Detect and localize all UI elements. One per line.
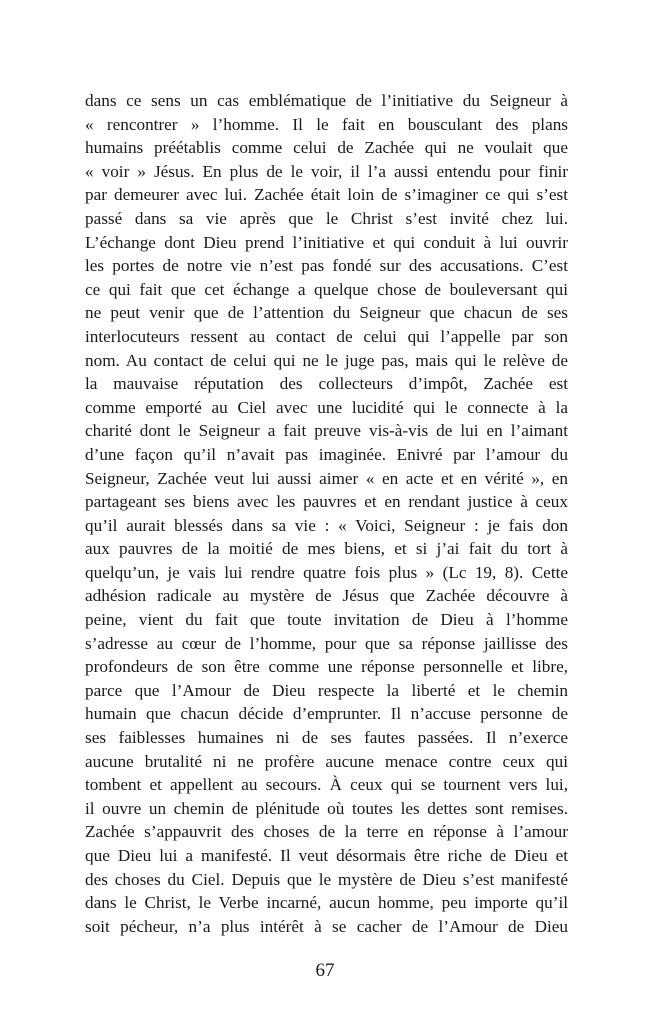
text-line: humains préétablis comme celui de Zachée qui ne voulait que <box>85 138 568 158</box>
text-line: comme emporté au Ciel avec une lucidité qui le connecte à la <box>85 397 568 417</box>
text-line: peine, vient du fait que toute invitation de Dieu à l’homme <box>85 610 568 630</box>
text-line: « voir » Jésus. En plus de le voir, il l’a aussi entendu pour finir <box>85 161 568 181</box>
text-line: ses faiblesses humaines ni de ses fautes passées. Il n’exerce <box>85 728 568 748</box>
text-line: aux pauvres de la moitié de mes biens, et si j’ai fait du tort à <box>85 539 568 559</box>
text-line: humain que chacun décide d’emprunter. Il n’accuse personne de <box>85 704 568 724</box>
text-line: « rencontrer » l’homme. Il le fait en bousculant des plans <box>85 114 568 134</box>
body-text <box>85 89 568 938</box>
text-line: Seigneur, Zachée veut lui aussi aimer « en acte et en vérité », en <box>85 468 568 488</box>
text-line: s’adresse au cœur de l’homme, pour que sa réponse jaillisse des <box>85 633 568 653</box>
text-line: parce que l’Amour de Dieu respecte la liberté et le chemin <box>85 680 568 700</box>
text-line: nom. Au contact de celui qui ne le juge pas, mais qui le relève de <box>85 350 568 370</box>
text-line: les portes de notre vie n’est pas fondé sur des accusations. C’est <box>85 256 568 276</box>
text-line: qu’il aurait blessés dans sa vie : « Voici, Seigneur : je fais don <box>85 515 568 535</box>
text-line: par demeurer avec lui. Zachée était loin de s’imaginer ce qui s’est <box>85 185 568 205</box>
text-line: dans ce sens un cas emblématique de l’initiative du Seigneur à <box>85 91 568 110</box>
page-number: 67 <box>315 960 335 981</box>
text-line: Zachée s’appauvrit des choses de la terre en réponse à l’amour <box>85 822 568 842</box>
text-line: aucune brutalité ni ne profère aucune menace contre ceux qui <box>85 751 568 771</box>
text-line: soit pécheur, n’a plus intérêt à se cacher de l’Amour de Dieu <box>85 916 568 936</box>
text-line: tombent et appellent au secours. À ceux qui se tournent vers lui, <box>85 775 568 795</box>
text-line: des choses du Ciel. Depuis que le mystère de Dieu s’est manifesté <box>85 869 568 889</box>
text-line: charité dont le Seigneur a fait preuve vis-à-vis de lui en l’aimant <box>85 421 568 441</box>
text-line: dans le Christ, le Verbe incarné, aucun homme, peu importe qu’il <box>85 893 568 913</box>
text-line: L’échange dont Dieu prend l’initiative et qui conduit à lui ouvrir <box>85 232 568 252</box>
text-line: quelqu’un, je vais lui rendre quatre fois plus » (Lc 19, 8). Cette <box>85 562 568 582</box>
text-line: profondeurs de son être comme une réponse personnelle et libre, <box>85 657 568 677</box>
text-line: que Dieu lui a manifesté. Il veut désormais être riche de Dieu et <box>85 846 568 865</box>
text-line: interlocuteurs ressent au contact de celui qui l’appelle par son <box>85 326 568 346</box>
text-line: adhésion radicale au mystère de Jésus que Zachée découvre à <box>85 586 568 606</box>
text-line: passé dans sa vie après que le Christ s’est invité chez lui. <box>85 208 568 228</box>
text-line: il ouvre un chemin de plénitude où toutes les dettes sont remises. <box>85 798 568 818</box>
text-line: ne peut venir que de l’attention du Seigneur que chacun de ses <box>85 303 568 323</box>
text-line: partageant ses biens avec les pauvres et en rendant justice à ceux <box>85 492 568 512</box>
text-line: ce qui fait que cet échange a quelque chose de bouleversant qui <box>85 279 568 299</box>
text-line: la mauvaise réputation des collecteurs d’impôt, Zachée est <box>85 374 568 394</box>
text-line: d’une façon qu’il n’avait pas imaginée. Enivré par l’amour du <box>85 444 568 464</box>
